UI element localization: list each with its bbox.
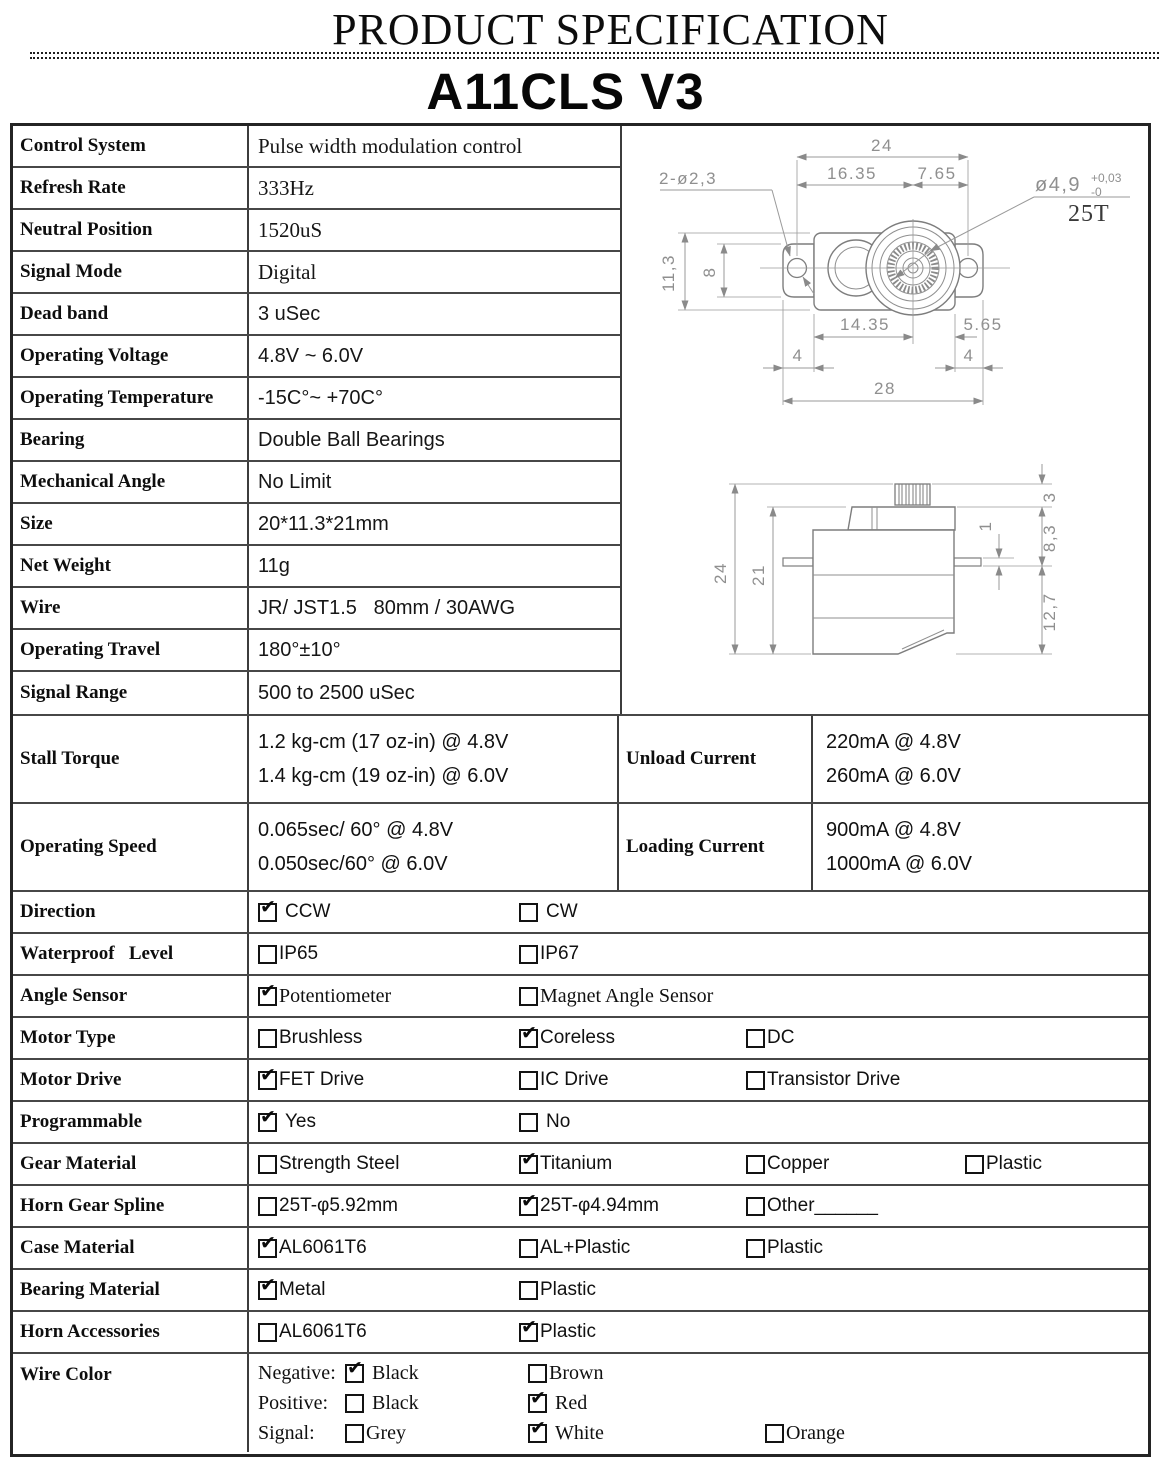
- check-mark-icon: ✔: [260, 1273, 276, 1296]
- option-label: AL+Plastic: [540, 1237, 631, 1258]
- row-label: Neutral Position: [13, 210, 249, 250]
- option-strength-steel: [258, 1144, 399, 1184]
- row-label: Signal Mode: [13, 252, 249, 292]
- dim-label: 12,7: [1040, 592, 1059, 632]
- row-value: 1520uS: [258, 217, 323, 242]
- wire-line: [249, 1418, 1148, 1448]
- unchecked-checkbox-icon[interactable]: [765, 1424, 784, 1443]
- option-label: Brushless: [279, 1027, 363, 1048]
- row-value: 4.8V ~ 6.0V: [258, 344, 364, 367]
- option-items: [249, 1186, 1148, 1226]
- spec-top-section: [13, 126, 1148, 714]
- option-potentiometer: [258, 976, 391, 1016]
- option-cw: [519, 892, 578, 932]
- check-mark-icon: ✔: [521, 1147, 537, 1170]
- value-line: 0.050sec/60° @ 6.0V: [258, 853, 448, 875]
- dim-label: 21: [749, 564, 768, 586]
- check-mark-icon: ✔: [530, 1386, 546, 1409]
- row-value: 500 to 2500 uSec: [258, 681, 415, 704]
- row-value: Digital: [258, 259, 317, 284]
- unchecked-checkbox-icon[interactable]: [519, 1281, 538, 1300]
- wire-line-name: Positive:: [258, 1391, 329, 1414]
- option-ip67: [519, 934, 579, 974]
- row-label: Horn Accessories: [13, 1312, 249, 1352]
- unchecked-checkbox-icon[interactable]: [519, 987, 538, 1006]
- row-label: Case Material: [13, 1228, 249, 1268]
- option-label: Strength Steel: [279, 1153, 400, 1174]
- row-label: Motor Type: [13, 1018, 249, 1058]
- option-label: AL6061T6: [279, 1237, 367, 1258]
- table-row: [13, 126, 620, 168]
- option-orange: [765, 1418, 845, 1448]
- unchecked-checkbox-icon[interactable]: [528, 1364, 547, 1383]
- checked-checkbox-icon[interactable]: [519, 1189, 538, 1216]
- option-metal: [258, 1270, 325, 1310]
- row-value: [249, 716, 619, 802]
- table-row: [13, 1268, 1148, 1310]
- row-label: Operating Temperature: [13, 378, 249, 418]
- checked-checkbox-icon[interactable]: [345, 1356, 364, 1383]
- row-value: Pulse width modulation control: [258, 133, 523, 158]
- option-items: [249, 1018, 1148, 1058]
- row-value: 11g: [258, 554, 290, 577]
- option-plastic: [519, 1312, 596, 1352]
- row-label: Horn Gear Spline: [13, 1186, 249, 1226]
- checked-checkbox-icon[interactable]: [258, 1231, 277, 1258]
- option-label: Brown: [549, 1361, 604, 1384]
- checked-checkbox-icon[interactable]: [519, 1147, 538, 1174]
- side-view-drawing: [711, 464, 1059, 654]
- check-mark-icon: ✔: [260, 1231, 276, 1254]
- option-label: Plastic: [767, 1237, 823, 1258]
- check-mark-icon: ✔: [260, 979, 276, 1002]
- value-line: 1.2 kg-cm (17 oz-in) @ 4.8V: [258, 731, 509, 753]
- option-label: AL6061T6: [279, 1321, 367, 1342]
- row-label: Loading Current: [619, 804, 813, 890]
- row-label: Angle Sensor: [13, 976, 249, 1016]
- servo-dimension-drawing: [622, 126, 1148, 712]
- check-mark-icon: ✔: [260, 1063, 276, 1086]
- option-items: [249, 1270, 1148, 1310]
- dim-label: 28: [874, 379, 896, 398]
- option-titanium: [519, 1144, 612, 1184]
- option-label: Plastic: [986, 1153, 1042, 1174]
- value-line: 220mA @ 4.8V: [826, 731, 961, 753]
- page-title: PRODUCT SPECIFICATION: [332, 5, 889, 54]
- option-transistor-drive: [746, 1060, 900, 1100]
- row-value: [249, 804, 619, 890]
- option-plastic: [746, 1228, 823, 1268]
- row-value: 3 uSec: [258, 302, 321, 325]
- dim-label: 11,3: [659, 254, 678, 292]
- row-label: Control System: [13, 126, 249, 166]
- row-label: Dead band: [13, 294, 249, 334]
- check-mark-icon: ✔: [260, 1105, 276, 1128]
- row-value: 180°±10°: [258, 638, 341, 661]
- dim-label: -0: [1091, 185, 1102, 199]
- table-row: [13, 1016, 1148, 1058]
- wire-color-body: [249, 1354, 1148, 1452]
- check-mark-icon: ✔: [521, 1021, 537, 1044]
- option-al6061t6: [258, 1228, 367, 1268]
- option-label: Transistor Drive: [767, 1069, 901, 1090]
- row-label: Wire Color: [13, 1354, 249, 1452]
- option-other-: [746, 1186, 878, 1226]
- dim-label: 2-ø2,3: [659, 169, 718, 188]
- dim-label: 4: [963, 346, 975, 365]
- option-items: [249, 976, 1148, 1016]
- option-items: [249, 1358, 1148, 1388]
- option-label: Grey: [366, 1421, 406, 1444]
- value-line: 260mA @ 6.0V: [826, 765, 961, 787]
- value-line: 0.065sec/ 60° @ 4.8V: [258, 819, 454, 841]
- unchecked-checkbox-icon[interactable]: [258, 1155, 277, 1174]
- checked-checkbox-icon[interactable]: [519, 1315, 538, 1342]
- dim-label: 4: [792, 346, 804, 365]
- dim-label: 16.35: [826, 164, 878, 183]
- unchecked-checkbox-icon[interactable]: [746, 1155, 765, 1174]
- check-mark-icon: ✔: [521, 1189, 537, 1212]
- dim-label: 8: [700, 266, 719, 278]
- table-row: [13, 378, 620, 420]
- option-label: IP67: [540, 943, 580, 964]
- unchecked-checkbox-icon[interactable]: [345, 1394, 364, 1413]
- table-row: [13, 974, 1148, 1016]
- dim-label: ø4,9: [1035, 174, 1082, 196]
- unchecked-checkbox-icon[interactable]: [258, 1197, 277, 1216]
- value-line: 900mA @ 4.8V: [826, 819, 961, 841]
- option-label: Yes: [285, 1111, 316, 1132]
- wire-line: [249, 1358, 1148, 1388]
- specification-table: [10, 123, 1151, 1457]
- row-value: -15C°~ +70C°: [258, 386, 383, 409]
- row-value: 333Hz: [258, 175, 314, 200]
- check-mark-icon: ✔: [521, 1315, 537, 1338]
- option-red: [528, 1388, 587, 1418]
- option-items: [249, 1388, 1148, 1418]
- option-brown: [528, 1358, 603, 1388]
- unchecked-checkbox-icon[interactable]: [258, 945, 277, 964]
- table-row: [13, 802, 1148, 890]
- row-label: Stall Torque: [13, 716, 249, 802]
- option-yes: [258, 1102, 316, 1142]
- option-al6061t6: [258, 1312, 367, 1352]
- option-label: CCW: [285, 901, 331, 922]
- row-label: Waterproof Level: [13, 934, 249, 974]
- unchecked-checkbox-icon[interactable]: [746, 1029, 765, 1048]
- option-ccw: [258, 892, 330, 932]
- option-fet-drive: [258, 1060, 364, 1100]
- option-label: Coreless: [540, 1027, 615, 1048]
- option-items: [249, 1228, 1148, 1268]
- unchecked-checkbox-icon[interactable]: [258, 1029, 277, 1048]
- row-value: [813, 716, 1148, 802]
- row-label: Programmable: [13, 1102, 249, 1142]
- option-copper: [746, 1144, 829, 1184]
- row-label: Motor Drive: [13, 1060, 249, 1100]
- checked-checkbox-icon[interactable]: [519, 1021, 538, 1048]
- option-label: Copper: [767, 1153, 830, 1174]
- dim-label: 24: [711, 562, 730, 584]
- table-row: [13, 504, 620, 546]
- checked-checkbox-icon[interactable]: [258, 895, 277, 922]
- row-value: [813, 804, 1148, 890]
- unchecked-checkbox-icon[interactable]: [519, 1239, 538, 1258]
- option-ip65: [258, 934, 318, 974]
- option-label: Black: [372, 1361, 419, 1384]
- table-row: [13, 420, 620, 462]
- row-label: Operating Voltage: [13, 336, 249, 376]
- option-label: Orange: [786, 1421, 845, 1444]
- row-label: Size: [13, 504, 249, 544]
- row-value: JR/ JST1.5 80mm / 30AWG: [258, 596, 516, 619]
- unchecked-checkbox-icon[interactable]: [519, 903, 538, 922]
- table-row: [13, 1100, 1148, 1142]
- unchecked-checkbox-icon[interactable]: [965, 1155, 984, 1174]
- wire-line-name: Signal:: [258, 1421, 315, 1444]
- unchecked-checkbox-icon[interactable]: [746, 1071, 765, 1090]
- option-coreless: [519, 1018, 615, 1058]
- option-label: Metal: [279, 1279, 326, 1300]
- row-label: Unload Current: [619, 716, 813, 802]
- wire-line: [249, 1388, 1148, 1418]
- table-row: [13, 1352, 1148, 1452]
- check-mark-icon: ✔: [347, 1356, 363, 1379]
- checked-checkbox-icon[interactable]: [528, 1416, 547, 1443]
- option-magnet-angle-sensor: [519, 976, 713, 1016]
- checked-checkbox-icon[interactable]: [258, 1105, 277, 1132]
- unchecked-checkbox-icon[interactable]: [258, 1323, 277, 1342]
- option-al-plastic: [519, 1228, 630, 1268]
- row-label: Operating Travel: [13, 630, 249, 670]
- option-label: Red: [555, 1391, 588, 1414]
- option-label: IC Drive: [540, 1069, 609, 1090]
- unchecked-checkbox-icon[interactable]: [746, 1197, 765, 1216]
- option-25t-5-92mm: [258, 1186, 398, 1226]
- option-label: IP65: [279, 943, 319, 964]
- value-line: 1000mA @ 6.0V: [826, 853, 972, 875]
- option-label: Black: [372, 1391, 419, 1414]
- option-label: Potentiometer: [279, 984, 392, 1007]
- dim-label: +0,03: [1091, 171, 1122, 185]
- unchecked-checkbox-icon[interactable]: [746, 1239, 765, 1258]
- table-row: [13, 252, 620, 294]
- option-ic-drive: [519, 1060, 609, 1100]
- row-label: Mechanical Angle: [13, 462, 249, 502]
- checked-checkbox-icon[interactable]: [528, 1386, 547, 1413]
- dim-label: 24: [871, 136, 893, 155]
- row-label: Operating Speed: [13, 804, 249, 890]
- option-label: FET Drive: [279, 1069, 365, 1090]
- unchecked-checkbox-icon[interactable]: [345, 1424, 364, 1443]
- table-row: [13, 462, 620, 504]
- spec-rows: [13, 126, 622, 714]
- technical-drawing-cell: [622, 126, 1148, 714]
- option-label: Plastic: [540, 1279, 596, 1300]
- checked-checkbox-icon[interactable]: [258, 979, 277, 1006]
- title-divider: [30, 52, 1159, 59]
- option-items: [249, 892, 1148, 932]
- option-items: [249, 1144, 1148, 1184]
- row-label: Direction: [13, 892, 249, 932]
- option-label: 25T-φ4.94mm: [540, 1195, 659, 1216]
- option-no: [519, 1102, 570, 1142]
- table-row: [13, 672, 620, 714]
- option-items: [249, 934, 1148, 974]
- checked-checkbox-icon[interactable]: [258, 1063, 277, 1090]
- spline-label: 25T: [1068, 201, 1110, 227]
- option-brushless: [258, 1018, 362, 1058]
- row-label: Gear Material: [13, 1144, 249, 1184]
- option-label: Other______: [767, 1195, 878, 1216]
- option-label: 25T-φ5.92mm: [279, 1195, 398, 1216]
- row-label: Net Weight: [13, 546, 249, 586]
- option-grey: [345, 1418, 406, 1448]
- option-label: CW: [546, 901, 578, 922]
- option-white: [528, 1418, 604, 1448]
- table-row: [13, 890, 1148, 932]
- table-row: [13, 168, 620, 210]
- dim-label: 7.65: [917, 164, 957, 183]
- row-label: Refresh Rate: [13, 168, 249, 208]
- table-row: [13, 588, 620, 630]
- dim-label: 3: [1040, 491, 1059, 503]
- option-label: Magnet Angle Sensor: [540, 984, 714, 1007]
- option-label: DC: [767, 1027, 795, 1048]
- table-row: [13, 932, 1148, 974]
- row-label: Signal Range: [13, 672, 249, 714]
- unchecked-checkbox-icon[interactable]: [519, 1113, 538, 1132]
- option-label: No: [546, 1111, 571, 1132]
- option-label: Titanium: [540, 1153, 613, 1174]
- row-value: Double Ball Bearings: [258, 428, 445, 451]
- row-value: No Limit: [258, 470, 332, 493]
- option-black: [345, 1388, 419, 1418]
- option-items: [249, 1418, 1148, 1448]
- dim-label: 8,3: [1040, 523, 1059, 553]
- row-label: Wire: [13, 588, 249, 628]
- row-label: Bearing Material: [13, 1270, 249, 1310]
- option-plastic: [965, 1144, 1042, 1184]
- table-row: [13, 546, 620, 588]
- value-line: 1.4 kg-cm (19 oz-in) @ 6.0V: [258, 765, 509, 787]
- dim-label: 1: [976, 520, 995, 532]
- option-items: [249, 1060, 1148, 1100]
- option-label: Plastic: [540, 1321, 596, 1342]
- table-row: [13, 630, 620, 672]
- check-mark-icon: ✔: [530, 1416, 546, 1439]
- table-row: [13, 336, 620, 378]
- option-label: White: [555, 1421, 604, 1444]
- table-row: [13, 1226, 1148, 1268]
- table-row: [13, 1310, 1148, 1352]
- option-items: [249, 1102, 1148, 1142]
- unchecked-checkbox-icon[interactable]: [519, 1071, 538, 1090]
- table-row: [13, 294, 620, 336]
- option-plastic: [519, 1270, 596, 1310]
- wire-line-name: Negative:: [258, 1361, 336, 1384]
- table-row: [13, 714, 1148, 802]
- table-row: [13, 1058, 1148, 1100]
- option-25t-4-94mm: [519, 1186, 659, 1226]
- option-items: [249, 1312, 1148, 1352]
- option-dc: [746, 1018, 794, 1058]
- row-label: Bearing: [13, 420, 249, 460]
- table-row: [13, 1142, 1148, 1184]
- top-view-drawing: [659, 136, 1130, 405]
- table-row: [13, 210, 620, 252]
- check-mark-icon: ✔: [260, 895, 276, 918]
- unchecked-checkbox-icon[interactable]: [519, 945, 538, 964]
- row-value: 20*11.3*21mm: [258, 512, 389, 535]
- table-row: [13, 1184, 1148, 1226]
- model-name: A11CLS V3: [426, 63, 705, 120]
- dim-label: 5.65: [963, 315, 1003, 334]
- dim-label: 14.35: [839, 315, 891, 334]
- checked-checkbox-icon[interactable]: [258, 1273, 277, 1300]
- option-black: [345, 1358, 419, 1388]
